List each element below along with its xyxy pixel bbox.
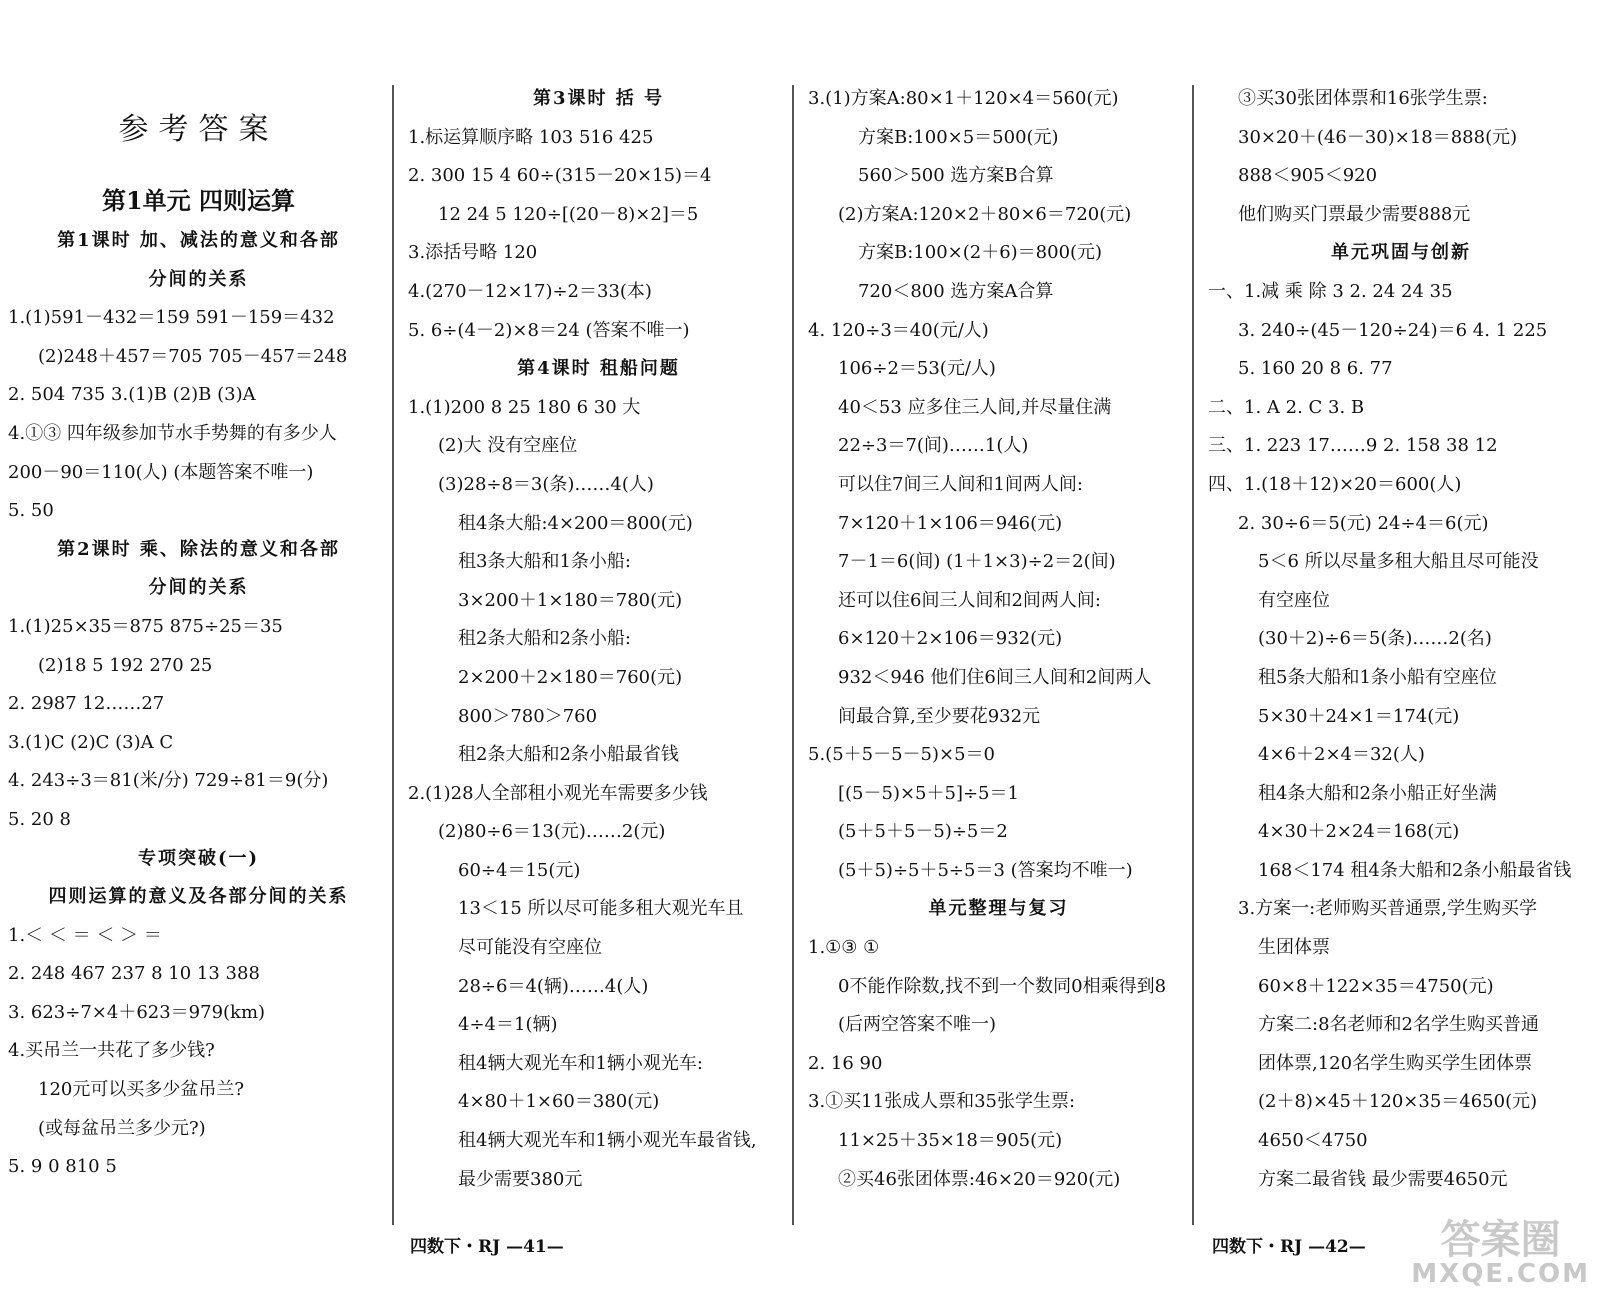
answer-line: 6×120＋2×106＝932(元) (838, 628, 1063, 650)
answer-line: 5＜6 所以尽量多租大船且尽可能没 (1258, 551, 1539, 573)
answer-line: 2. 504 735 3.(1)B (2)B (3)A (8, 384, 256, 406)
answer-line: 租5条大船和1条小船有空座位 (1258, 666, 1497, 688)
column-divider (1192, 85, 1194, 1225)
answer-line: ③买30张团体票和16张学生票: (1238, 88, 1488, 109)
lesson-heading: 第1课时 加、减法的意义和各部 (57, 230, 340, 251)
answer-line: 4650＜4750 (1258, 1130, 1368, 1152)
answer-line: 5×30＋24×1＝174(元) (1258, 705, 1460, 727)
answer-line: 最少需要380元 (458, 1168, 583, 1190)
answer-line: 方案二:8名老师和2名学生购买普通 (1258, 1014, 1539, 1036)
answer-line: 2. 2987 12……27 (8, 693, 165, 715)
answer-line: 4÷4＝1(辆) (458, 1014, 558, 1036)
answer-line: 租2条大船和2条小船: (458, 628, 631, 650)
column-3 (800, 80, 1195, 1220)
answer-line: (3)28÷8＝3(条)……4(人) (438, 473, 654, 495)
page-title: 参考答案 (118, 112, 279, 147)
page-footer-left: 四数下・RJ —41— (410, 1237, 564, 1257)
answer-line: 还可以住6间三人间和2间两人间: (838, 589, 1101, 611)
answer-line: (2)方案A:120×2＋80×6＝720(元) (838, 203, 1132, 225)
answer-line: (后两空答案不唯一) (838, 1014, 997, 1036)
answer-line: (5＋5)÷5＋5÷5＝3 (答案均不唯一) (838, 859, 1133, 881)
answer-line: 2. 16 90 (808, 1052, 883, 1074)
answer-line: 2.(1)28人全部租小观光车需要多少钱 (408, 782, 708, 804)
answer-line: 1.标运算顺序略 103 516 425 (408, 126, 654, 148)
answer-line: 13＜15 所以尽可能多租大观光车且 (458, 898, 744, 920)
answer-line: 720＜800 选方案A合算 (858, 280, 1054, 302)
answer-line: [(5－5)×5＋5]÷5＝1 (838, 782, 1019, 804)
answer-line: 3.(1)方案A:80×1＋120×4＝560(元) (808, 88, 1119, 109)
answer-line: 120元可以买多少盆吊兰? (38, 1079, 245, 1101)
column-1 (0, 80, 395, 1220)
answer-line: 60÷4＝15(元) (458, 859, 581, 881)
answer-line: 7－1＝6(间) (1＋1×3)÷2＝2(间) (838, 551, 1116, 573)
answer-line: 3.(1)C (2)C (3)A C (8, 731, 174, 753)
answer-line: 有空座位 (1258, 589, 1330, 611)
answer-line: 四、1.(18＋12)×20＝600(人) (1208, 473, 1462, 495)
answer-line: 11×25＋35×18＝905(元) (838, 1130, 1063, 1152)
section-heading: 单元巩固与创新 (1331, 242, 1471, 264)
answer-line: 间最合算,至少要花932元 (838, 705, 1041, 727)
page-footer-right: 四数下・RJ —42— (1212, 1237, 1366, 1257)
answer-line: 40＜53 应多住三人间,并尽量住满 (838, 396, 1112, 418)
answer-line: 4.①③ 四年级参加节水手势舞的有多少人 (8, 422, 337, 444)
answer-line: 5. 50 (8, 500, 54, 522)
answer-line: 1.①③ ① (808, 937, 880, 959)
column-2 (400, 80, 795, 1220)
answer-line: 560＞500 选方案B合算 (858, 165, 1054, 187)
answer-line: 尽可能没有空座位 (458, 937, 602, 959)
answer-line: (2＋8)×45＋120×35＝4650(元) (1258, 1091, 1538, 1113)
answer-line: 106÷2＝53(元/人) (838, 358, 996, 380)
answer-line: (2)80÷6＝13(元)……2(元) (438, 821, 666, 843)
answer-line: 3.①买11张成人票和35张学生票: (808, 1091, 1076, 1113)
answer-line: 2×200＋2×180＝760(元) (458, 666, 683, 688)
answer-line: ②买46张团体票:46×20＝920(元) (838, 1168, 1121, 1190)
answer-line: 4.(270－12×17)÷2＝33(本) (408, 280, 652, 302)
answer-line: 3. 623÷7×4＋623＝979(km) (8, 1001, 266, 1023)
answer-line: 租3条大船和1条小船: (458, 551, 631, 573)
watermark-logo (1411, 1217, 1590, 1289)
answer-line: 4×30＋2×24＝168(元) (1258, 821, 1460, 843)
unit-title: 第1单元 四则运算 (101, 186, 296, 215)
lesson-heading: 分间的关系 (148, 268, 249, 290)
answer-line: (2)18 5 192 270 25 (38, 654, 213, 676)
lesson-heading: 第2课时 乘、除法的意义和各部 (57, 538, 340, 560)
answer-line: 2. 300 15 4 60÷(315－20×15)＝4 (408, 165, 712, 187)
answer-line: 5. 20 8 (8, 808, 71, 830)
answer-line: 4. 120÷3＝40(元/人) (808, 319, 989, 341)
answer-line: 7×120＋1×106＝946(元) (838, 512, 1063, 534)
answer-line: 200－90＝110(人) (本题答案不唯一) (8, 461, 314, 483)
answer-line: 生团体票 (1258, 937, 1330, 959)
answer-line: 租4辆大观光车和1辆小观光车: (458, 1052, 703, 1074)
answer-line: 4×6＋2×4＝32(人) (1258, 744, 1425, 766)
answer-line: 1.＜ ＜ ＝ ＜ ＞ ＝ (8, 924, 162, 946)
answer-line: 他们购买门票最少需要888元 (1238, 203, 1471, 225)
answer-line: 5.(5＋5－5－5)×5＝0 (808, 744, 996, 766)
answer-line: 二、1. A 2. C 3. B (1208, 396, 1365, 418)
answer-line: 4. 243÷3＝81(米/分) 729÷81＝9(分) (8, 770, 329, 792)
answer-line: 方案B:100×(2＋6)＝800(元) (858, 242, 1103, 264)
answer-line: 28÷6＝4(辆)……4(人) (458, 975, 649, 997)
answer-line: (或每盆吊兰多少元?) (38, 1117, 206, 1139)
answer-line: 168＜174 租4条大船和2条小船最省钱 (1258, 859, 1572, 881)
answer-line: (2)大 没有空座位 (438, 435, 578, 457)
answer-line: 5. 9 0 810 5 (8, 1156, 117, 1178)
answer-line: 0不能作除数,找不到一个数同0相乘得到8 (838, 975, 1167, 997)
section-subheading: 四则运算的意义及各部分间的关系 (48, 886, 349, 908)
answer-line: 5. 160 20 8 6. 77 (1238, 358, 1393, 380)
answer-line: 3. 240÷(45－120÷24)＝6 4. 1 225 (1238, 319, 1548, 341)
answer-line: 2. 248 467 237 8 10 13 388 (8, 963, 260, 985)
answer-line: 租2条大船和2条小船最省钱 (458, 744, 679, 766)
answer-line: 方案二最省钱 最少需要4650元 (1258, 1168, 1508, 1190)
answer-line: 800＞780＞760 (458, 705, 598, 727)
watermark-url: MXQE.COM (1411, 1259, 1590, 1289)
answer-line: 1.(1)591－432＝159 591－159＝432 (8, 307, 335, 329)
answer-line: 932＜946 他们住6间三人间和2间两人 (838, 666, 1152, 688)
answer-line: 3.添括号略 120 (408, 242, 538, 264)
answer-line: 4.买吊兰一共花了多少钱? (8, 1040, 215, 1062)
answer-line: 3×200＋1×180＝780(元) (458, 589, 683, 611)
answer-line: 一、1.减 乘 除 3 2. 24 24 35 (1208, 280, 1453, 302)
answer-line: 三、1. 223 17……9 2. 158 38 12 (1208, 435, 1498, 457)
answer-line: 团体票,120名学生购买学生团体票 (1258, 1052, 1533, 1074)
answer-line: 租4辆大观光车和1辆小观光车最省钱, (458, 1130, 757, 1152)
lesson-heading: 第3课时 括 号 (532, 88, 665, 109)
answer-line: 可以住7间三人间和1间两人间: (838, 473, 1083, 495)
lesson-heading: 分间的关系 (148, 577, 249, 599)
section-heading: 单元整理与复习 (928, 898, 1069, 920)
answer-line: 888＜905＜920 (1238, 165, 1378, 187)
answer-line: 方案B:100×5＝500(元) (858, 126, 1059, 148)
answer-line: 22÷3＝7(间)……1(人) (838, 435, 1029, 457)
answer-line: 2. 30÷6＝5(元) 24÷4＝6(元) (1238, 512, 1489, 534)
answer-line: 租4条大船:4×200＝800(元) (458, 512, 693, 534)
answer-line: 5. 6÷(4－2)×8＝24 (答案不唯一) (408, 319, 690, 341)
answer-line: 3.方案一:老师购买普通票,学生购买学 (1238, 898, 1537, 920)
answer-line: 30×20＋(46－30)×18＝888(元) (1238, 126, 1518, 148)
column-4 (1200, 80, 1600, 1220)
lesson-heading: 第4课时 租船问题 (517, 358, 680, 380)
answer-line: (30＋2)÷6＝5(条)……2(名) (1258, 628, 1492, 650)
column-divider (392, 85, 394, 1225)
answer-line: 60×8＋122×35＝4750(元) (1258, 975, 1494, 997)
answer-line: (2)248＋457＝705 705－457＝248 (38, 345, 348, 367)
column-divider (792, 85, 794, 1225)
answer-line: (5＋5＋5－5)÷5＝2 (838, 821, 1008, 843)
section-heading: 专项突破(一) (137, 847, 260, 869)
answer-line: 1.(1)200 8 25 180 6 30 大 (408, 396, 641, 418)
answer-line: 租4条大船和2条小船正好坐满 (1258, 782, 1497, 804)
answer-line: 1.(1)25×35＝875 875÷25＝35 (8, 615, 283, 637)
watermark-text: 答案圈 (1440, 1217, 1561, 1263)
answer-line: 12 24 5 120÷[(20－8)×2]＝5 (438, 203, 699, 225)
answer-line: 4×80＋1×60＝380(元) (458, 1091, 660, 1113)
